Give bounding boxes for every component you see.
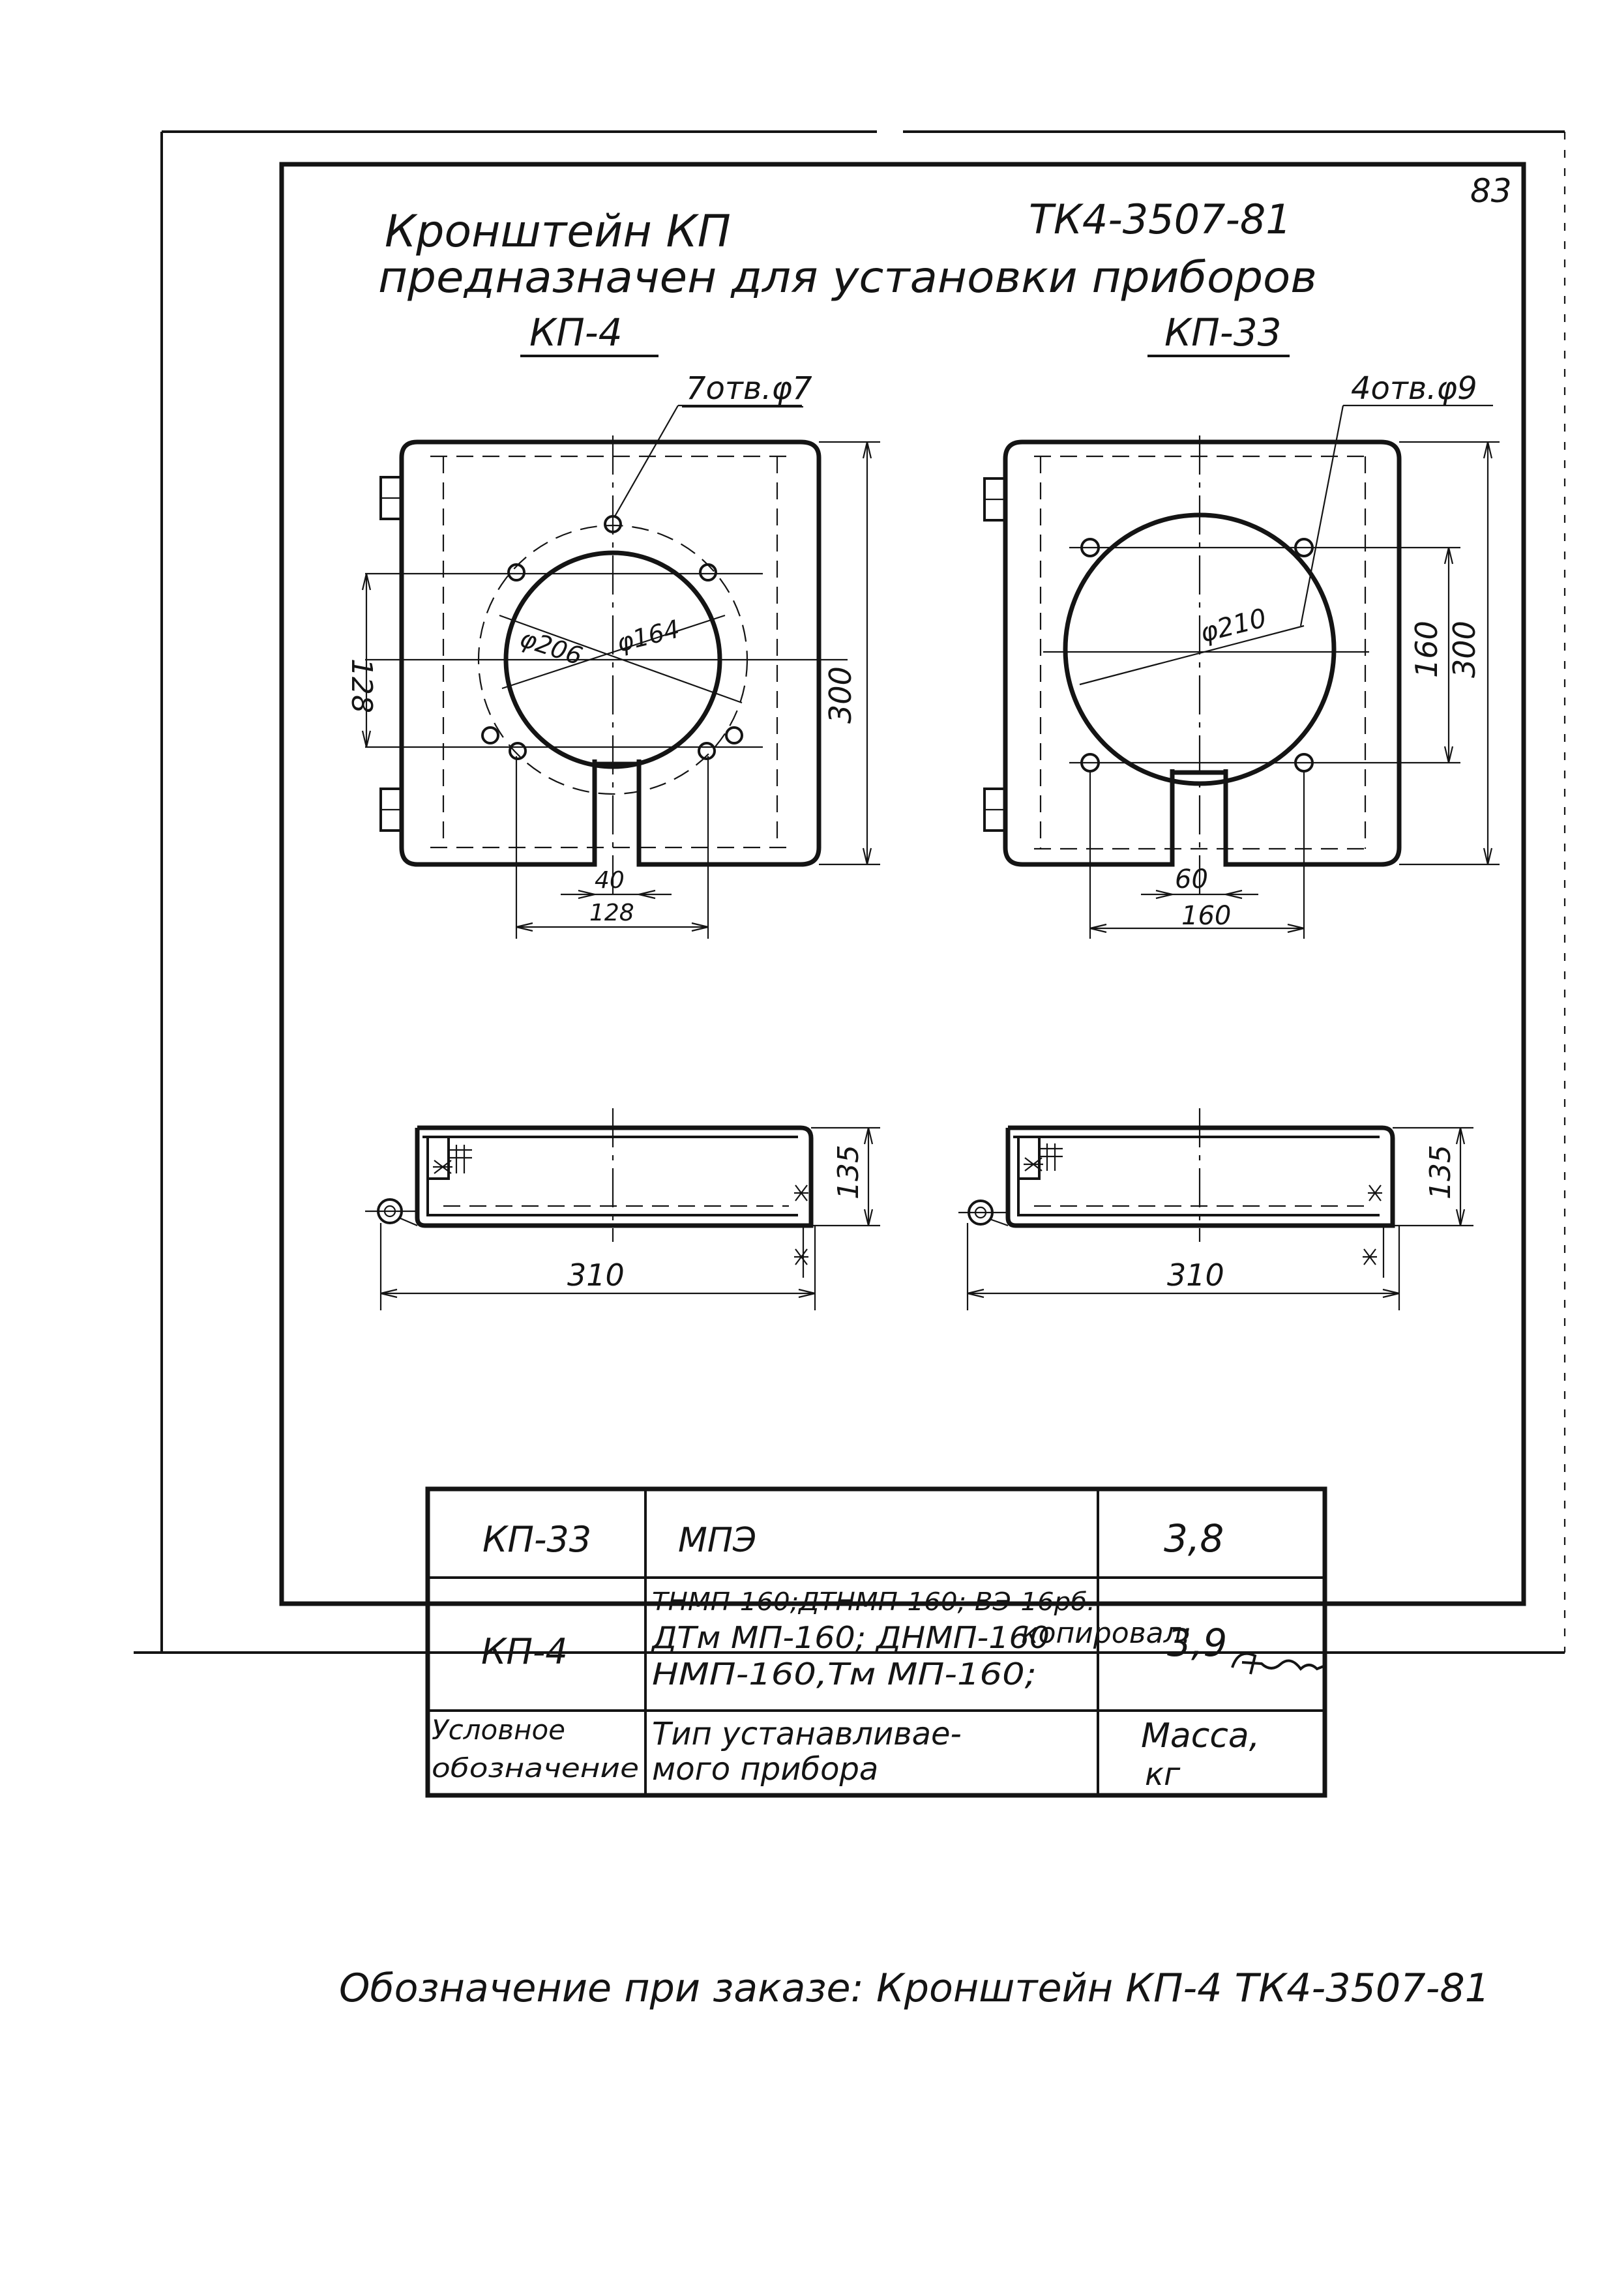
kp33-side-dim-310: 310	[1167, 1258, 1224, 1293]
view-label-kp33: КП-33	[1164, 310, 1282, 355]
kp33-dim-60: 60	[1175, 864, 1208, 894]
table-row1-instrument: МПЭ	[678, 1521, 757, 1560]
copier-signature	[1232, 1654, 1324, 1674]
title-purpose: предназначен для установки приборов	[378, 252, 1317, 302]
view-label-kp4: КП-4	[529, 310, 623, 355]
table-header-designation-line1: Условное	[432, 1714, 565, 1746]
kp4-dim-128-h: 128	[589, 900, 634, 926]
table-row2-designation: КП-4	[481, 1631, 568, 1672]
kp4-dia-206: φ206	[516, 623, 586, 671]
kp33-dim-300: 300	[1447, 621, 1482, 678]
table-row1-mass: 3,8	[1164, 1516, 1224, 1561]
order-designation: Обозначение при заказе: Кронштейн КП-4 ТК4-3507-81	[339, 1965, 1490, 2011]
kp33-side-dim-135: 135	[1424, 1145, 1457, 1200]
copied-by-label: копировал:	[1021, 1617, 1192, 1650]
outer-frame	[134, 132, 1565, 1653]
kp33-dim-160-v: 160	[1409, 621, 1444, 678]
page-number: 83	[1470, 172, 1512, 210]
kp4-side-dim-310: 310	[567, 1258, 625, 1293]
kp4-holes-label: 7отв.φ7	[686, 370, 812, 407]
title-name: Кронштейн КП	[385, 206, 731, 258]
kp33-holes-label: 4отв.φ9	[1351, 370, 1477, 407]
table-header-instrument-line2: мого прибора	[652, 1751, 879, 1788]
inner-frame	[282, 164, 1524, 1604]
kp4-front-view	[363, 405, 880, 939]
kp4-dim-40: 40	[595, 867, 625, 894]
kp4-dim-300: 300	[823, 666, 858, 724]
table-header-instrument-line1: Тип устанавливае-	[652, 1716, 962, 1752]
kp33-dia-210: φ210	[1197, 603, 1270, 649]
table-row2-instrument-line2: ДТм МП-160; ДНМП-160	[650, 1620, 1050, 1655]
kp4-dia-164: φ164	[614, 614, 683, 658]
table-row2-mass: 3,9	[1167, 1621, 1228, 1665]
document-code: ТК4-3507-81	[1029, 196, 1292, 243]
table-row1-designation: КП-33	[482, 1519, 592, 1560]
table-header-mass-line2: кг	[1145, 1756, 1181, 1793]
kp4-side-dim-135: 135	[832, 1145, 865, 1200]
table-row2-instrument-line1: ТНМП-160;ДТНМП-160; ВЭ-16рб.	[652, 1587, 1095, 1616]
table-row2-instrument-line3: НМП-160,Тм МП-160;	[652, 1656, 1037, 1692]
table-header-mass-line1: Масса,	[1141, 1716, 1260, 1756]
table-header-designation-line2: обозначение	[432, 1754, 639, 1784]
kp4-dim-128-v: 128	[345, 658, 378, 713]
kp33-dim-160-h: 160	[1181, 901, 1232, 931]
